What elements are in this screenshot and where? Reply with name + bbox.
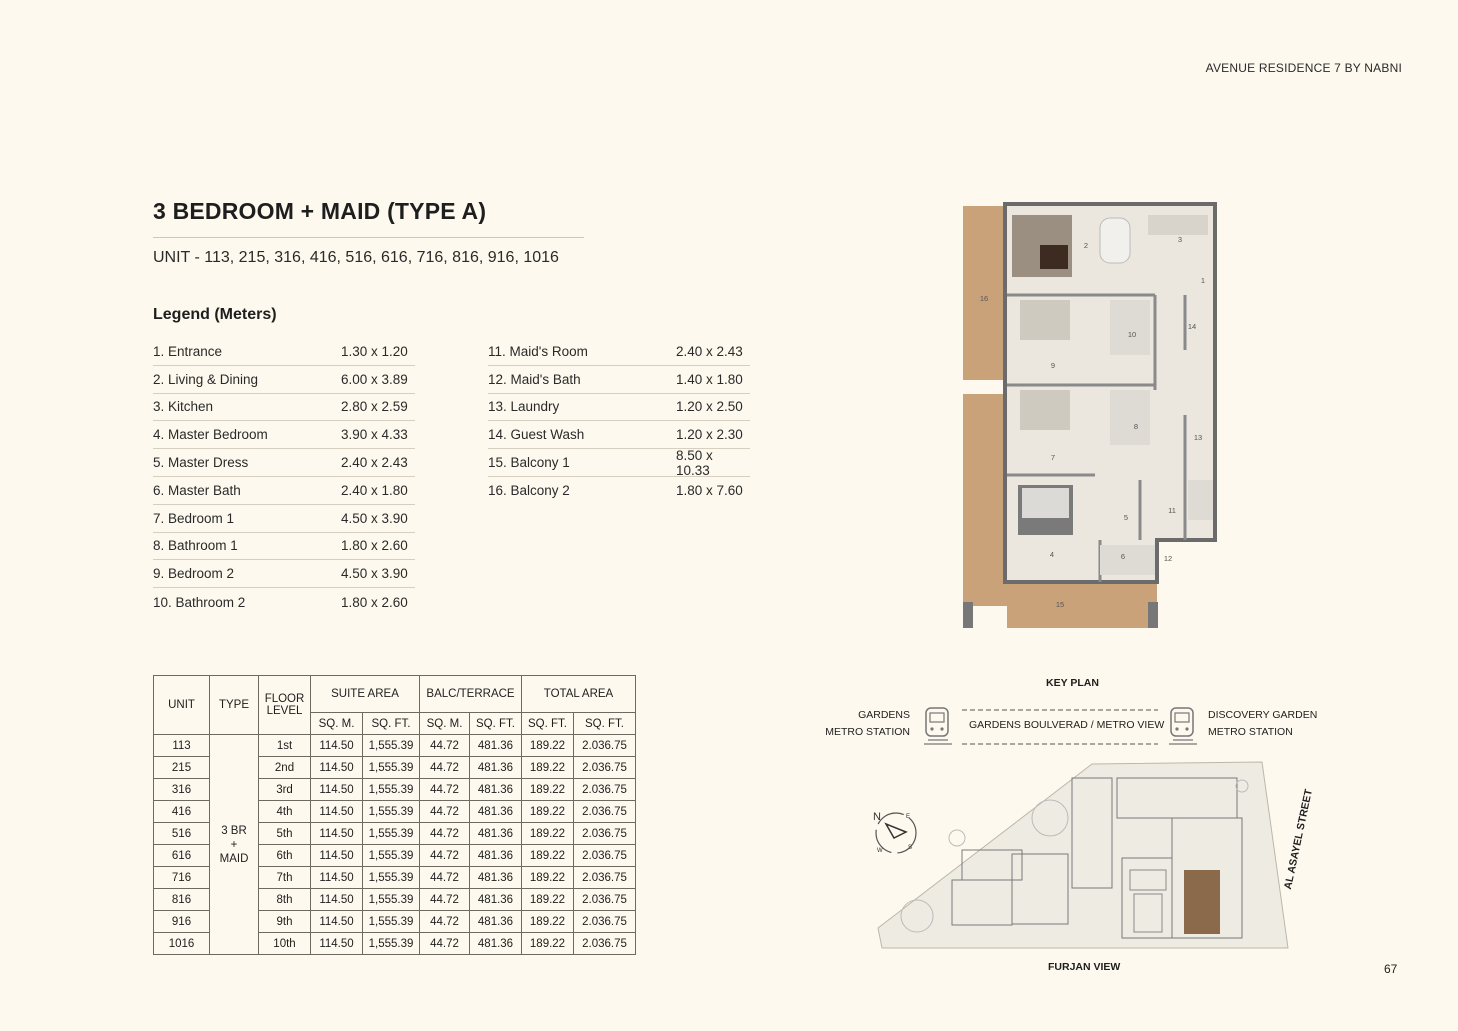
discovery-metro-line1: DISCOVERY GARDEN bbox=[1208, 709, 1318, 721]
cell-total-b: 2.036.75 bbox=[574, 867, 636, 889]
cell-suite-sqm: 114.50 bbox=[311, 933, 363, 955]
header-suite-area: SUITE AREA bbox=[311, 676, 420, 713]
cell-total-a: 189.22 bbox=[522, 779, 574, 801]
legend-room-name: 11. Maid's Room bbox=[488, 343, 588, 359]
discovery-metro-line2: METRO STATION bbox=[1208, 726, 1293, 738]
cell-suite-sqm: 114.50 bbox=[311, 823, 363, 845]
cell-suite-sqft: 1,555.39 bbox=[363, 867, 420, 889]
legend-row bbox=[153, 449, 415, 477]
room-label-2: 2 bbox=[1083, 241, 1089, 250]
cell-suite-sqft: 1,555.39 bbox=[363, 889, 420, 911]
cell-suite-sqft: 1,555.39 bbox=[363, 735, 420, 757]
legend-room-dim: 1.80 x 2.60 bbox=[341, 594, 408, 610]
brand-header: AVENUE RESIDENCE 7 BY NABNI bbox=[1205, 61, 1402, 75]
cell-total-b: 2.036.75 bbox=[574, 845, 636, 867]
cell-suite-sqft: 1,555.39 bbox=[363, 823, 420, 845]
cell-unit: 1016 bbox=[154, 933, 210, 955]
legend-title: Legend (Meters) bbox=[153, 306, 277, 323]
room-label-5: 5 bbox=[1123, 513, 1129, 522]
cell-balc-sqft: 481.36 bbox=[470, 757, 522, 779]
sub-header-sqft: SQ. FT. bbox=[470, 713, 522, 735]
cell-balc-sqm: 44.72 bbox=[420, 911, 470, 933]
cell-balc-sqm: 44.72 bbox=[420, 867, 470, 889]
legend-room-dim: 2.40 x 2.43 bbox=[341, 455, 408, 471]
legend-room-dim: 2.80 x 2.59 bbox=[341, 399, 408, 415]
legend-room-name: 8. Bathroom 1 bbox=[153, 538, 238, 554]
cell-balc-sqm: 44.72 bbox=[420, 933, 470, 955]
room-label-12: 12 bbox=[1163, 554, 1173, 563]
room-label-13: 13 bbox=[1193, 433, 1203, 442]
room-label-11: 11 bbox=[1168, 506, 1176, 515]
compass-s: S bbox=[908, 845, 913, 851]
cell-total-a: 189.22 bbox=[522, 845, 574, 867]
boulevard-dashed-lines bbox=[960, 707, 1160, 747]
cell-suite-sqft: 1,555.39 bbox=[363, 911, 420, 933]
cell-balc-sqm: 44.72 bbox=[420, 735, 470, 757]
cell-total-b: 2.036.75 bbox=[574, 801, 636, 823]
gardens-metro-line2: METRO STATION bbox=[825, 726, 910, 738]
cell-unit: 816 bbox=[154, 889, 210, 911]
legend-room-name: 1. Entrance bbox=[153, 343, 223, 359]
highlighted-unit bbox=[1184, 870, 1220, 934]
unit-area-table bbox=[153, 675, 636, 955]
cell-floor: 7th bbox=[259, 867, 311, 889]
legend-room-dim: 1.80 x 2.60 bbox=[341, 538, 408, 554]
room-label-16: 16 bbox=[979, 294, 989, 303]
cell-total-b: 2.036.75 bbox=[574, 757, 636, 779]
cell-floor: 9th bbox=[259, 911, 311, 933]
legend-room-dim: 3.90 x 4.33 bbox=[341, 427, 408, 443]
cell-balc-sqft: 481.36 bbox=[470, 867, 522, 889]
cell-balc-sqm: 44.72 bbox=[420, 779, 470, 801]
cell-floor: 1st bbox=[259, 735, 311, 757]
cell-unit: 916 bbox=[154, 911, 210, 933]
legend-room-dim: 8.50 x 10.33 bbox=[676, 447, 713, 478]
site-key-plan bbox=[872, 758, 1292, 954]
sub-header-sqm: SQ. M. bbox=[311, 713, 363, 735]
room-label-4: 4 bbox=[1049, 550, 1055, 559]
legend-room-dim: 1.30 x 1.20 bbox=[341, 343, 408, 359]
legend-room-dim: 1.40 x 1.80 bbox=[676, 371, 743, 387]
cell-suite-sqft: 1,555.39 bbox=[363, 845, 420, 867]
cell-suite-sqft: 1,555.39 bbox=[363, 779, 420, 801]
balcony-1-bottom bbox=[1007, 582, 1157, 628]
cell-balc-sqft: 481.36 bbox=[470, 933, 522, 955]
legend-room-dim: 1.20 x 2.50 bbox=[676, 399, 743, 415]
gardens-metro-label bbox=[822, 707, 910, 741]
legend-room-dim: 4.50 x 3.90 bbox=[341, 510, 408, 526]
cell-floor: 10th bbox=[259, 933, 311, 955]
legend-right-column bbox=[488, 338, 750, 505]
legend-row bbox=[488, 338, 750, 366]
legend-room-name: 14. Guest Wash bbox=[488, 427, 585, 443]
al-asayel-street-label: AL ASAYEL STREET bbox=[1282, 788, 1315, 891]
room-label-1: 1 bbox=[1200, 276, 1206, 285]
discovery-metro-label bbox=[1208, 707, 1317, 741]
cell-balc-sqft: 481.36 bbox=[470, 823, 522, 845]
legend-room-name: 4. Master Bedroom bbox=[153, 427, 268, 443]
cell-total-a: 189.22 bbox=[522, 911, 574, 933]
header-balc-terrace: BALC/TERRACE bbox=[420, 676, 522, 713]
type-line: 3 BR bbox=[221, 824, 247, 837]
title-divider bbox=[153, 237, 584, 238]
unit-list: UNIT - 113, 215, 316, 416, 516, 616, 716, 816, 916, 1016 bbox=[153, 249, 559, 266]
type-line: MAID bbox=[219, 852, 249, 865]
legend-row bbox=[488, 366, 750, 394]
legend-room-dim: 2.40 x 2.43 bbox=[676, 343, 743, 359]
room-label-3: 3 bbox=[1177, 235, 1183, 244]
page-number: 67 bbox=[1384, 962, 1398, 976]
cell-total-b: 2.036.75 bbox=[574, 911, 636, 933]
cell-balc-sqm: 44.72 bbox=[420, 845, 470, 867]
cell-balc-sqft: 481.36 bbox=[470, 845, 522, 867]
legend-row bbox=[153, 421, 415, 449]
cell-total-b: 2.036.75 bbox=[574, 823, 636, 845]
room-label-8: 8 bbox=[1133, 422, 1139, 431]
legend-room-name: 3. Kitchen bbox=[153, 399, 214, 415]
legend-row bbox=[153, 366, 415, 394]
legend-row bbox=[488, 477, 750, 505]
sub-header-total-1: SQ. FT. bbox=[522, 713, 574, 735]
unit-floor-plan bbox=[960, 200, 1220, 632]
cell-floor: 3rd bbox=[259, 779, 311, 801]
legend-room-dim: 1.20 x 2.30 bbox=[676, 427, 743, 443]
legend-room-name: 13. Laundry bbox=[488, 399, 560, 415]
cell-total-a: 189.22 bbox=[522, 889, 574, 911]
legend-row bbox=[153, 394, 415, 422]
cell-suite-sqm: 114.50 bbox=[311, 779, 363, 801]
balcony-1-side bbox=[963, 394, 1007, 606]
boulevard-label: GARDENS BOULVERAD / METRO VIEW bbox=[969, 719, 1165, 731]
legend-row bbox=[153, 533, 415, 561]
cell-suite-sqft: 1,555.39 bbox=[363, 757, 420, 779]
cell-total-b: 2.036.75 bbox=[574, 889, 636, 911]
cell-suite-sqm: 114.50 bbox=[311, 911, 363, 933]
header-unit: UNIT bbox=[154, 676, 210, 735]
type-line: + bbox=[230, 838, 238, 851]
sub-header-sqft: SQ. FT. bbox=[363, 713, 420, 735]
cell-floor: 2nd bbox=[259, 757, 311, 779]
legend-row bbox=[488, 449, 750, 477]
cell-balc-sqft: 481.36 bbox=[470, 801, 522, 823]
legend-room-name: 2. Living & Dining bbox=[153, 371, 259, 387]
header-floor-line1: FLOOR bbox=[264, 693, 305, 705]
header-floor-line2: LEVEL bbox=[266, 705, 303, 717]
cell-suite-sqm: 114.50 bbox=[311, 867, 363, 889]
legend-row bbox=[488, 394, 750, 422]
legend-row bbox=[153, 560, 415, 588]
cell-total-b: 2.036.75 bbox=[574, 933, 636, 955]
type-cell bbox=[210, 735, 259, 955]
cell-balc-sqft: 481.36 bbox=[470, 735, 522, 757]
legend-left-column bbox=[153, 338, 415, 616]
cell-unit: 416 bbox=[154, 801, 210, 823]
table-row bbox=[154, 735, 636, 757]
cell-unit: 516 bbox=[154, 823, 210, 845]
legend-room-dim: 4.50 x 3.90 bbox=[341, 566, 408, 582]
cell-total-b: 2.036.75 bbox=[574, 779, 636, 801]
header-type: TYPE bbox=[210, 676, 259, 735]
compass-n: N bbox=[873, 811, 881, 823]
sub-header-total-2: SQ. FT. bbox=[574, 713, 636, 735]
cell-total-a: 189.22 bbox=[522, 735, 574, 757]
cell-suite-sqm: 114.50 bbox=[311, 845, 363, 867]
cell-unit: 316 bbox=[154, 779, 210, 801]
cell-total-a: 189.22 bbox=[522, 933, 574, 955]
legend-room-name: 10. Bathroom 2 bbox=[153, 594, 246, 610]
cell-balc-sqm: 44.72 bbox=[420, 889, 470, 911]
cell-unit: 215 bbox=[154, 757, 210, 779]
compass-e: E bbox=[906, 814, 911, 820]
sub-header-sqm: SQ. M. bbox=[420, 713, 470, 735]
room-label-15: 15 bbox=[1055, 600, 1065, 609]
legend-row bbox=[153, 505, 415, 533]
cell-balc-sqft: 481.36 bbox=[470, 911, 522, 933]
legend-room-name: 15. Balcony 1 bbox=[488, 455, 570, 471]
cell-balc-sqm: 44.72 bbox=[420, 757, 470, 779]
cell-floor: 8th bbox=[259, 889, 311, 911]
legend-room-name: 12. Maid's Bath bbox=[488, 371, 581, 387]
key-plan-title: KEY PLAN bbox=[1046, 677, 1099, 689]
gardens-metro-line1: GARDENS bbox=[858, 709, 910, 721]
balcony-2 bbox=[963, 206, 1007, 380]
metro-train-icon bbox=[1163, 704, 1203, 748]
legend-room-name: 6. Master Bath bbox=[153, 482, 241, 498]
cell-suite-sqm: 114.50 bbox=[311, 735, 363, 757]
cell-balc-sqft: 481.36 bbox=[470, 889, 522, 911]
legend-row bbox=[153, 477, 415, 505]
room-label-7: 7 bbox=[1050, 453, 1056, 462]
header-floor bbox=[259, 676, 311, 735]
furjan-view-label: FURJAN VIEW bbox=[1048, 961, 1121, 973]
legend-room-dim: 1.80 x 7.60 bbox=[676, 483, 743, 499]
cell-suite-sqft: 1,555.39 bbox=[363, 801, 420, 823]
cell-floor: 4th bbox=[259, 801, 311, 823]
page-title: 3 BEDROOM + MAID (TYPE A) bbox=[153, 198, 487, 224]
legend-room-name: 7. Bedroom 1 bbox=[153, 510, 235, 526]
cell-floor: 6th bbox=[259, 845, 311, 867]
cell-suite-sqm: 114.50 bbox=[311, 757, 363, 779]
legend-room-name: 16. Balcony 2 bbox=[488, 483, 570, 499]
room-label-14: 14 bbox=[1187, 322, 1197, 331]
cell-suite-sqm: 114.50 bbox=[311, 801, 363, 823]
header-total-area: TOTAL AREA bbox=[522, 676, 636, 713]
cell-balc-sqft: 481.36 bbox=[470, 779, 522, 801]
cell-suite-sqft: 1,555.39 bbox=[363, 933, 420, 955]
cell-total-a: 189.22 bbox=[522, 823, 574, 845]
legend-row bbox=[153, 588, 415, 616]
cell-balc-sqm: 44.72 bbox=[420, 823, 470, 845]
cell-total-a: 189.22 bbox=[522, 757, 574, 779]
cell-total-a: 189.22 bbox=[522, 867, 574, 889]
metro-train-icon bbox=[918, 704, 958, 748]
room-label-9: 9 bbox=[1050, 361, 1056, 370]
legend-room-name: 5. Master Dress bbox=[153, 455, 249, 471]
room-label-6: 6 bbox=[1120, 552, 1126, 561]
cell-unit: 616 bbox=[154, 845, 210, 867]
cell-unit: 113 bbox=[154, 735, 210, 757]
cell-floor: 5th bbox=[259, 823, 311, 845]
cell-total-a: 189.22 bbox=[522, 801, 574, 823]
legend-row bbox=[153, 338, 415, 366]
cell-unit: 716 bbox=[154, 867, 210, 889]
compass-w: W bbox=[877, 848, 883, 854]
legend-room-dim: 2.40 x 1.80 bbox=[341, 482, 408, 498]
room-label-10: 10 bbox=[1127, 330, 1137, 339]
legend-room-dim: 6.00 x 3.89 bbox=[341, 371, 408, 387]
cell-suite-sqm: 114.50 bbox=[311, 889, 363, 911]
legend-room-name: 9. Bedroom 2 bbox=[153, 566, 235, 582]
cell-total-b: 2.036.75 bbox=[574, 735, 636, 757]
legend-row bbox=[488, 421, 750, 449]
cell-balc-sqm: 44.72 bbox=[420, 801, 470, 823]
